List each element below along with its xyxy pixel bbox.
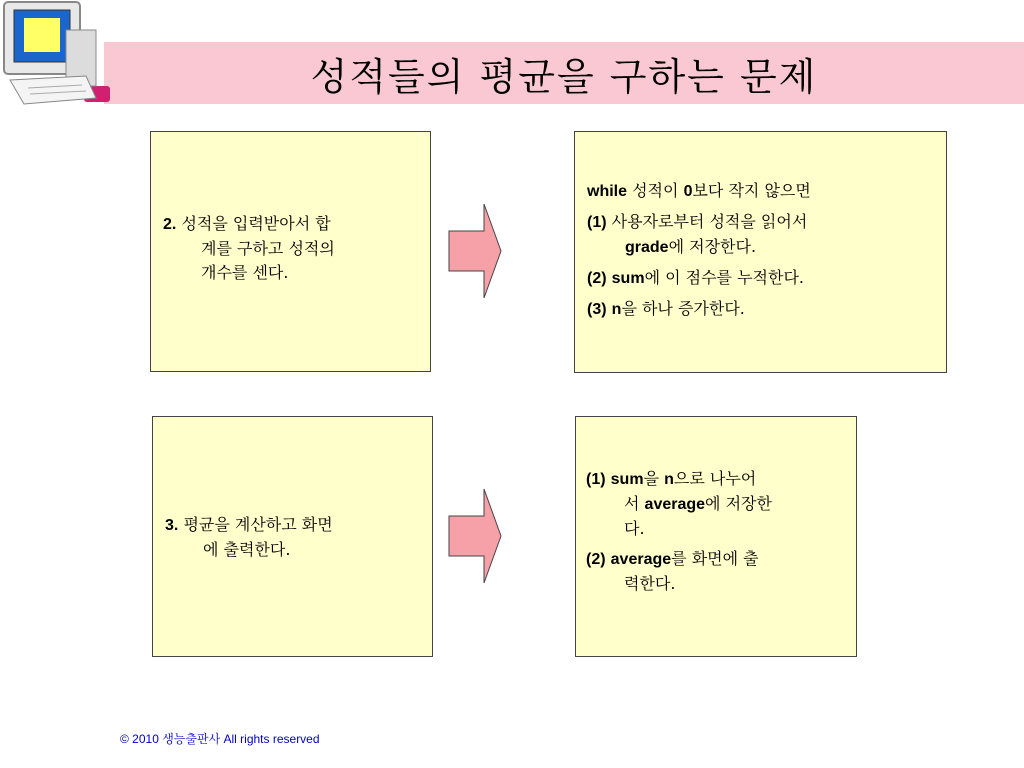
while-line [587,179,938,204]
result-step-1-number: (1) [586,471,606,488]
result-text: 서 [624,494,645,513]
right-arrow-icon [448,488,502,584]
computer-icon [0,0,115,108]
loop-step-3-text: 을 하나 증가한다. [621,299,745,318]
step-3-line-1 [165,513,420,538]
step-2-line-1 [163,212,418,237]
step-2-box [150,131,431,372]
copyright-footer: © 2010 생능출판사 All rights reserved [120,732,320,746]
var-average: average [610,551,672,568]
loop-step-1-text: 사용자로부터 성적을 읽어서 [606,212,808,231]
result-box [575,416,857,657]
step-2-text: 성적을 입력받아서 합 [181,214,331,233]
step-3-box [152,416,433,657]
var-average: average [644,496,706,513]
loop-step-3-number: (3) [587,301,607,318]
result-step-1-line-2 [586,492,848,517]
while-keyword: while [587,183,628,200]
loop-step-2-number: (2) [587,270,607,287]
loop-step-1-tail: 에 저장한다. [668,237,757,256]
while-text-2: 보다 작지 않으면 [692,181,811,200]
var-n: n [664,471,674,488]
loop-step-2-text: 에 이 점수를 누적한다. [644,268,805,287]
step-3-line-2: 에 출력한다. [203,540,291,559]
step-2-number: 2. [163,216,177,233]
while-loop-box [574,131,947,373]
result-step-1 [586,467,848,541]
step-3-text: 평균을 계산하고 화면 [183,515,333,534]
step-2-line-3: 개수를 센다. [201,263,289,282]
var-sum: sum [610,471,644,488]
loop-step-3 [587,297,938,322]
var-n: n [611,301,622,318]
result-text: 에 저장한 [705,494,772,513]
var-grade: grade [625,239,669,256]
result-text: 를 화면에 출 [671,549,759,568]
while-zero: 0 [683,183,693,200]
loop-step-1 [587,210,938,260]
loop-step-1-cont [587,235,938,260]
while-text-1: 성적이 [627,181,684,200]
result-step-2 [586,547,848,596]
slide-title: 성적들의 평균을 구하는 문제 [310,54,818,99]
result-text: 을 [643,469,665,488]
loop-step-2 [587,266,938,291]
result-text: 으로 나누어 [673,469,757,488]
result-step-1-line-3: 다. [624,519,645,538]
step-2-line-2: 계를 구하고 성적의 [201,239,335,258]
result-step-2-line-2: 력한다. [624,574,676,593]
loop-step-1-number: (1) [587,214,607,231]
right-arrow-icon [448,203,502,299]
var-sum: sum [611,270,645,287]
result-step-2-number: (2) [586,551,606,568]
step-3-number: 3. [165,517,179,534]
